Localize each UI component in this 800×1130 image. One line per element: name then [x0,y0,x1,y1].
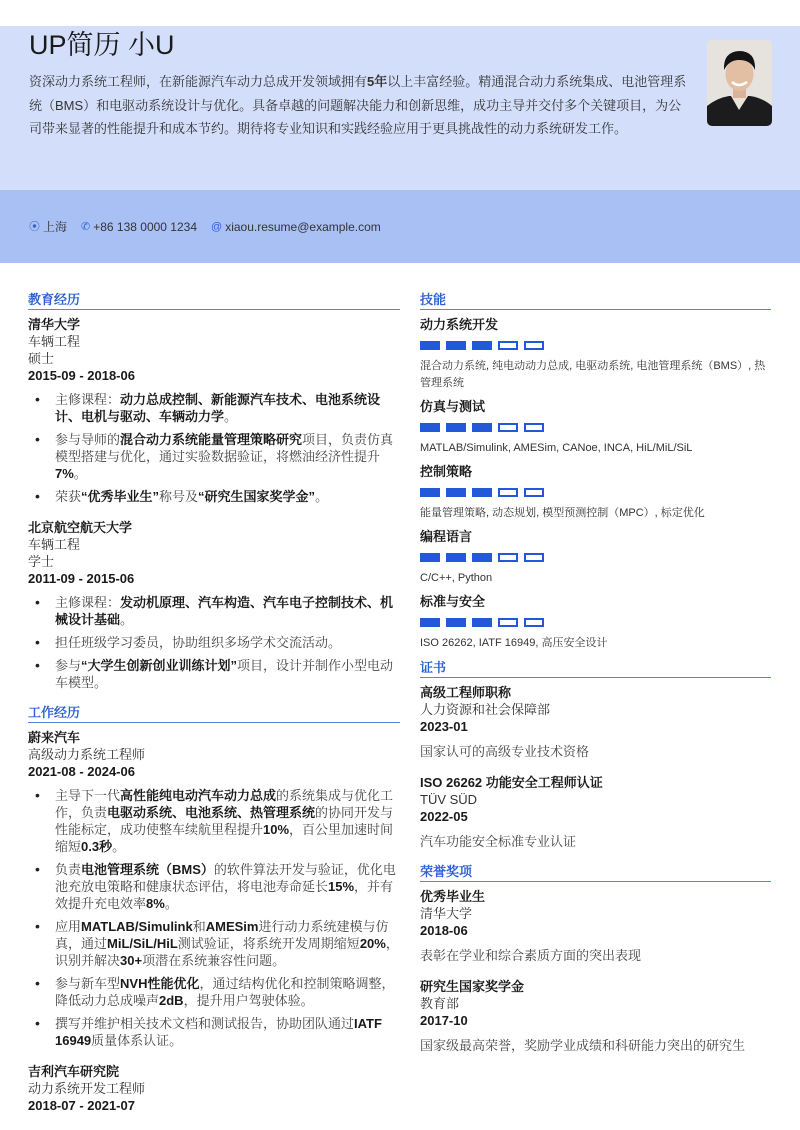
text: 参与导师的 [55,432,121,447]
bullet-item [28,1015,400,1049]
entry-school: 北京航空航天大学 [28,520,133,535]
skill-name: 标准与安全 [420,594,486,609]
bullet-list [28,787,400,1049]
text: 资深动力系统工程师，在新能源汽车动力总成开发领域拥有 [29,74,368,89]
bullet-item [28,594,400,628]
left-column [28,292,400,1128]
text: 质量体系认证。 [91,1033,183,1048]
level-segment [498,423,518,432]
bold-text: NVH性能优化 [120,976,200,991]
skill-detail: ISO 26262, IATF 16949, 高压安全设计 [420,637,608,649]
bold-text: 0.3秒 [81,839,113,854]
text: 参与 [55,658,82,673]
text: 荣获 [55,489,82,504]
right-column [420,292,771,1068]
text: 。 [164,896,178,911]
level-segment [420,341,440,350]
text: 。 [315,489,329,504]
text: 。 [120,612,134,627]
entry-description: 汽车功能安全标准专业认证 [420,834,577,849]
bullet-item [28,975,400,1009]
entry-date: 2022-05 [420,809,468,824]
skill-item [420,463,771,522]
candidate-name: UP简历 小U [29,30,175,60]
level-segment [420,423,440,432]
skill-item [420,398,771,457]
level-segment [446,341,466,350]
text: 。 [73,466,87,481]
contact-bar [0,190,800,263]
bold-text: IATF 16949 [55,1016,382,1048]
text: ，识别并解决 [55,936,399,968]
bold-text: 混合动力系统能量管理策略研究 [120,432,303,447]
skill-item [420,528,771,587]
skill-level-bar [420,553,771,562]
text: 主修课程： [55,595,121,610]
bullet-item [28,431,400,482]
text: 应用 [55,919,82,934]
skill-detail: C/C++, Python [420,572,493,584]
entry-major: 车辆工程 [28,334,81,349]
text: ，提升用户驾驶体验。 [183,993,314,1008]
bullet-item [28,787,400,855]
skill-level-bar [420,618,771,627]
text: 的协同开发与性能标定，成功使整车续航里程提升 [55,805,394,837]
entry-name: 高级工程师职称 [420,685,512,700]
bullet-item [28,391,400,425]
bullet-item [28,657,400,691]
level-segment [472,553,492,562]
text: 测试验证，将系统开发周期缩短 [177,936,360,951]
text: 担任班级学习委员，协助组织多场学术交流活动。 [55,635,342,650]
entry [420,978,771,1054]
skill-name: 仿真与测试 [420,399,486,414]
entry-date: 2015-09 - 2018-06 [28,368,135,383]
text: 进行动力系统建模与仿真，通过 [55,919,389,951]
entry-date: 2023-01 [420,719,468,734]
text: 的软件算法开发与验证，优化电池充放电策略和健康状态评估，将电池寿命延长 [55,862,396,894]
bold-text: “研究生国家奖学金” [198,489,316,504]
level-segment [472,618,492,627]
skill-level-bar [420,423,771,432]
bold-text: 10% [263,822,290,837]
contact-phone[interactable]: ✆ +86 138 0000 1234 [81,220,198,234]
section-heading: 技能 [420,292,771,310]
entry-role: 高级动力系统工程师 [28,747,146,762]
entry-issuer: 教育部 [420,996,460,1011]
contact-email[interactable]: @ xiaou.resume@example.com [211,220,381,234]
entry-degree: 硕士 [28,351,55,366]
entry [28,729,400,1049]
level-segment [498,488,518,497]
level-segment [420,553,440,562]
entry-issuer: 清华大学 [420,906,473,921]
entry-date: 2011-09 - 2015-06 [28,571,135,586]
email-at-icon: @ [211,221,223,233]
bullet-list [28,594,400,691]
skill-level-bar [420,341,771,350]
skill-item [420,316,771,392]
text: 。 [224,409,238,424]
section-heading: 教育经历 [28,292,400,310]
entry-description: 国家认可的高级专业技术资格 [420,744,590,759]
bold-text: 高性能纯电动汽车动力总成 [120,788,277,803]
entry-date: 2018-06 [420,923,468,938]
skills-section [420,292,771,652]
text: 项目，设计并制作小型电动车模型。 [55,658,394,690]
level-segment [446,618,466,627]
skill-detail: 混合动力系统, 纯电动动力总成, 电驱动系统, 电池管理系统（BMS）, 热管理系统 [420,360,766,389]
entry-date: 2017-10 [420,1013,468,1028]
skill-level-bar [420,488,771,497]
entry-name: 优秀毕业生 [420,889,486,904]
certificates-section [420,660,771,850]
bold-text: 30+ [120,953,143,968]
skill-item [420,593,771,652]
bold-text: 5年 [367,74,388,89]
entry-name: 研究生国家奖学金 [420,979,525,994]
entry-issuer: TÜV SÜD [420,792,478,807]
level-segment [524,553,544,562]
level-segment [446,553,466,562]
bold-text: “优秀毕业生” [81,489,160,504]
text: 称号及 [159,489,199,504]
entry-school: 清华大学 [28,317,81,332]
entry-date: 2021-08 - 2024-06 [28,764,135,779]
bold-text: 电池管理系统（BMS） [81,862,214,877]
skill-name: 控制策略 [420,464,473,479]
text: 和 [192,919,206,934]
skill-detail: MATLAB/Simulink, AMESim, CANoe, INCA, HiL/MiL/SiL [420,442,693,454]
bold-text: AMESim [205,919,259,934]
phone-icon: ✆ [81,221,91,233]
level-segment [524,488,544,497]
bold-text: 动力总成控制、新能源汽车技术、电池系统设计、电机与驱动、车辆动力学 [55,392,381,424]
entry-date: 2018-07 - 2021-07 [28,1098,135,1113]
summary [29,70,689,141]
bold-text: MATLAB/Simulink [81,919,193,934]
entry-company: 蔚来汽车 [28,730,81,745]
entry [28,1063,400,1114]
entry [28,316,400,505]
bold-text: 8% [146,896,165,911]
contact-location: ⦿ 上海 [29,220,68,234]
entry-description: 国家级最高荣誉，奖励学业成绩和科研能力突出的研究生 [420,1038,746,1053]
text: 负责 [55,862,82,877]
entry [28,519,400,691]
text: 参与新车型 [55,976,121,991]
education-section [28,292,400,691]
section-heading: 工作经历 [28,705,400,723]
text: 项目，负责仿真模型搭建与优化，通过实验数据验证，将燃油经济性提升 [55,432,394,464]
bold-text: 2dB [159,993,184,1008]
text: 项潜在系统兼容性问题。 [142,953,286,968]
text: ，百公里加速时间缩短 [55,822,394,854]
entry [420,774,771,850]
entry-company: 吉利汽车研究院 [28,1064,120,1079]
bold-text: 发动机原理、汽车构造、汽车电子控制技术、机械设计基础 [55,595,394,627]
level-segment [472,488,492,497]
work-section [28,705,400,1114]
text: 以上丰富经验。精通混合动力系统集成、电池管理系统（BMS）和电驱动系统设计与优化。具备卓越的问题解决能力和创新思维，成功主导并交付多个关键项目，为公司带来显著的性能提升和成本节约。期待将专业知识和实践经验应用于更具挑战性的动力系统研发工作。 [29,74,687,136]
text: 。 [112,839,126,854]
text: 主修课程： [55,392,121,407]
entry-major: 车辆工程 [28,537,81,552]
text: 的系统集成与优化工作，负责 [55,788,394,820]
text: 撰写并维护相关技术文档和测试报告，协助团队通过 [55,1016,355,1031]
bullet-list [28,391,400,505]
entry-name: ISO 26262 功能安全工程师认证 [420,775,603,790]
level-segment [524,341,544,350]
entry-degree: 学士 [28,554,55,569]
level-segment [472,341,492,350]
level-segment [420,618,440,627]
bullet-item [28,861,400,912]
level-segment [498,341,518,350]
level-segment [498,553,518,562]
bullet-item [28,634,400,651]
entry-issuer: 人力资源和社会保障部 [420,702,551,717]
profile-photo [707,40,772,126]
skill-name: 编程语言 [420,529,473,544]
text: ，通过结构优化和控制策略调整，降低动力总成噪声 [55,976,395,1008]
bold-text: MiL/SiL/HiL [107,936,178,951]
level-segment [472,423,492,432]
bullet-item [28,488,400,505]
entry-description: 表彰在学业和综合素质方面的突出表现 [420,948,642,963]
entry-role: 动力系统开发工程师 [28,1081,146,1096]
skill-name: 动力系统开发 [420,317,499,332]
level-segment [524,423,544,432]
level-segment [524,618,544,627]
bold-text: 7% [55,466,74,481]
level-segment [446,488,466,497]
entry [420,888,771,964]
section-heading: 荣誉奖项 [420,864,771,882]
entry [420,684,771,760]
bold-text: 电驱动系统、电池系统、热管理系统 [107,805,316,820]
text: ，并有效提升充电效率 [55,879,394,911]
section-heading: 证书 [420,660,771,678]
level-segment [498,618,518,627]
location-pin-icon: ⦿ [29,221,40,233]
awards-section [420,864,771,1054]
skill-detail: 能量管理策略, 动态规划, 模型预测控制（MPC）, 标定优化 [420,507,705,519]
level-segment [420,488,440,497]
bold-text: “大学生创新创业训练计划” [81,658,238,673]
text: 主导下一代 [55,788,121,803]
bold-text: 15% [328,879,355,894]
bold-text: 20% [359,936,386,951]
bullet-item [28,918,400,969]
level-segment [446,423,466,432]
